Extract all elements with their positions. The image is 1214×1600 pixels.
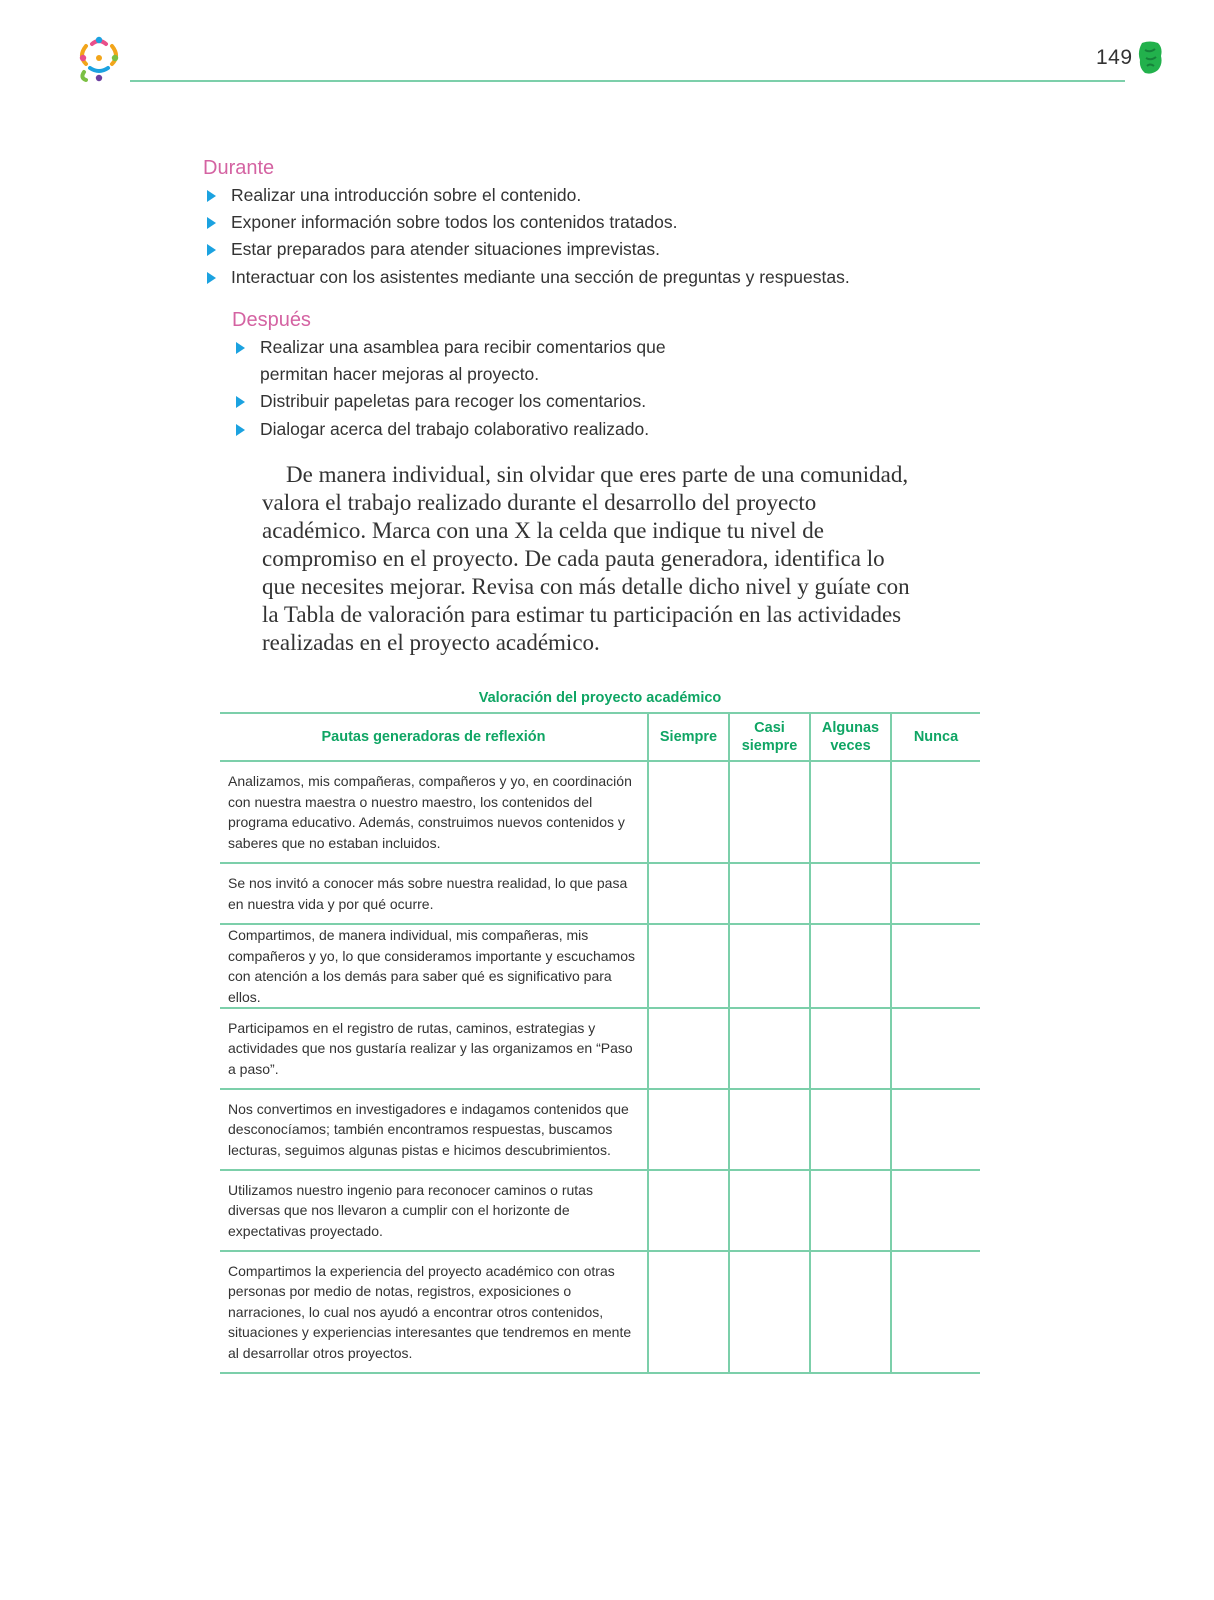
mark-cell-casi-siempre[interactable]: [729, 863, 810, 924]
triangle-bullet-icon: [207, 272, 216, 284]
header-rule: [130, 80, 1125, 82]
durante-section: [203, 154, 923, 291]
mark-cell-nunca[interactable]: [891, 1089, 980, 1170]
triangle-bullet-icon: [207, 217, 216, 229]
mark-cell-algunas-veces[interactable]: [810, 1089, 891, 1170]
table-row: [220, 863, 980, 924]
mark-cell-siempre[interactable]: [648, 1008, 729, 1089]
mark-cell-casi-siempre[interactable]: [729, 1170, 810, 1251]
mark-cell-algunas-veces[interactable]: [810, 924, 891, 1008]
table-row: [220, 924, 980, 1008]
mark-cell-algunas-veces[interactable]: [810, 1008, 891, 1089]
pauta-text: Participamos en el registro de rutas, caminos, estrategias y actividades que nos gustaría realizar y las organizamos en “Paso a paso”.: [220, 1008, 648, 1089]
mark-cell-algunas-veces[interactable]: [810, 761, 891, 863]
despues-list: [232, 334, 702, 443]
mark-cell-casi-siempre[interactable]: [729, 924, 810, 1008]
table-row: [220, 761, 980, 863]
list-item: Dialogar acerca del trabajo colaborativo realizado.: [232, 416, 702, 443]
table-row: [220, 1089, 980, 1170]
list-item: Distribuir papeletas para recoger los comentarios.: [232, 388, 702, 415]
evaluation-table: [220, 712, 980, 1374]
instruction-paragraph: De manera individual, sin olvidar que eres parte de una comunidad, valora el trabajo realizado durante el desarrollo del proyecto académico. Marca con una X la celda que indique tu nivel de compromiso en el proyecto. De cada pauta generadora, identifica lo que necesites mejorar. Revisa con más detalle dicho nivel y guíate con la Tabla de valoración para estimar tu participación en las actividades realizadas en el proyecto académico.: [262, 462, 910, 655]
mark-cell-casi-siempre[interactable]: [729, 1089, 810, 1170]
pauta-text: Compartimos la experiencia del proyecto académico con otras personas por medio de notas, registros, exposiciones o narraciones, lo cual nos ayudó a encontrar otros contenidos, situaciones y experiencias interesantes que tendremos en mente al desarrollar otros proyectos.: [220, 1251, 648, 1373]
table-header-row: [220, 713, 980, 761]
table-row: [220, 1008, 980, 1089]
despues-heading: Después: [232, 309, 311, 331]
list-item: Exponer información sobre todos los contenidos tratados.: [203, 209, 923, 236]
mark-cell-siempre[interactable]: [648, 924, 729, 1008]
list-item: Interactuar con los asistentes mediante una sección de preguntas y respuestas.: [203, 264, 923, 291]
list-item: Realizar una introducción sobre el contenido.: [203, 182, 923, 209]
mark-cell-algunas-veces[interactable]: [810, 1251, 891, 1373]
mark-cell-nunca[interactable]: [891, 1251, 980, 1373]
program-logo: [72, 34, 126, 84]
mark-cell-nunca[interactable]: [891, 761, 980, 863]
triangle-bullet-icon: [236, 342, 245, 354]
table-row: [220, 1251, 980, 1373]
pauta-text: Nos convertimos en investigadores e indagamos contenidos que desconocíamos; también encontramos respuestas, buscamos lecturas, seguimos algunas pistas e hicimos descubrimientos.: [220, 1089, 648, 1170]
mark-cell-algunas-veces[interactable]: [810, 863, 891, 924]
durante-list: [203, 182, 923, 291]
triangle-bullet-icon: [236, 396, 245, 408]
mark-cell-casi-siempre[interactable]: [729, 1008, 810, 1089]
page-number: 149: [1096, 46, 1133, 69]
mark-cell-nunca[interactable]: [891, 1170, 980, 1251]
list-item: Realizar una asamblea para recibir comentarios que permitan hacer mejoras al proyecto.: [232, 334, 702, 388]
mark-cell-casi-siempre[interactable]: [729, 1251, 810, 1373]
durante-heading: Durante: [203, 157, 275, 179]
pauta-text: Analizamos, mis compañeras, compañeros y yo, en coordinación con nuestra maestra o nuestro maestro, los contenidos del programa educativo. Además, construimos nuevos contenidos y saberes que no estaban incluidos.: [220, 761, 648, 863]
mark-cell-algunas-veces[interactable]: [810, 1170, 891, 1251]
triangle-bullet-icon: [207, 244, 216, 256]
column-header-pautas: Pautas generadoras de reflexión: [220, 713, 648, 761]
column-header-algunas-veces: Algunas veces: [810, 713, 891, 761]
pauta-text: Utilizamos nuestro ingenio para reconocer caminos o rutas diversas que nos llevaron a cumplir con el horizonte de expectativas proyectado.: [220, 1170, 648, 1251]
despues-section: [232, 306, 702, 443]
list-item: Estar preparados para atender situaciones imprevistas.: [203, 236, 923, 263]
mark-cell-siempre[interactable]: [648, 1251, 729, 1373]
page-badge-icon: [1136, 40, 1164, 76]
pauta-text: Compartimos, de manera individual, mis compañeras, mis compañeros y yo, lo que consideramos importante y escuchamos con atención a los demás para saber qué es significativo para ellos.: [220, 924, 648, 1008]
mark-cell-casi-siempre[interactable]: [729, 761, 810, 863]
table-title: Valoración del proyecto académico: [478, 690, 722, 706]
triangle-bullet-icon: [207, 190, 216, 202]
pauta-text: Se nos invitó a conocer más sobre nuestra realidad, lo que pasa en nuestra vida y por qué ocurre.: [220, 863, 648, 924]
triangle-bullet-icon: [236, 424, 245, 436]
mark-cell-siempre[interactable]: [648, 1089, 729, 1170]
mark-cell-nunca[interactable]: [891, 863, 980, 924]
mark-cell-siempre[interactable]: [648, 1170, 729, 1251]
mark-cell-siempre[interactable]: [648, 761, 729, 863]
table-row: [220, 1170, 980, 1251]
mark-cell-nunca[interactable]: [891, 924, 980, 1008]
mark-cell-siempre[interactable]: [648, 863, 729, 924]
column-header-nunca: Nunca: [891, 713, 980, 761]
column-header-siempre: Siempre: [648, 713, 729, 761]
column-header-casi-siempre: Casi siempre: [729, 713, 810, 761]
mark-cell-nunca[interactable]: [891, 1008, 980, 1089]
